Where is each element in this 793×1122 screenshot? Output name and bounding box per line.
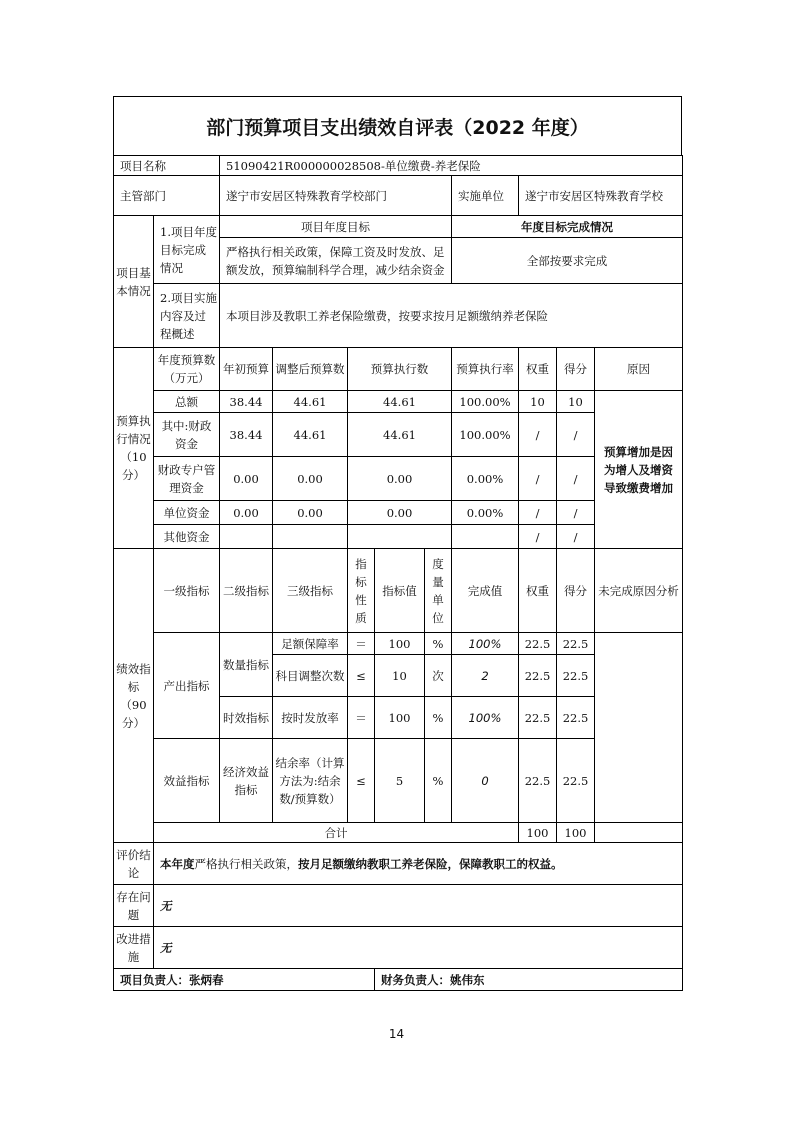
goal-text: 严格执行相关政策，保障工资及时发放、足额发放，预算编制科学合理，减少结余资金: [220, 238, 452, 284]
budget-weight: 10: [519, 391, 557, 413]
indicator-row: [114, 633, 683, 655]
budget-row: [114, 391, 683, 413]
goal-header: 项目年度目标: [220, 216, 452, 238]
budget-rate-header: 预算执行率: [452, 348, 519, 391]
budget-executed: 44.61: [348, 391, 452, 413]
budget-executed-header: 预算执行数: [348, 348, 452, 391]
budget-executed: [348, 525, 452, 549]
unfinished-reason-header: 未完成原因分析: [595, 549, 683, 633]
evaluation-sheet: [113, 96, 682, 991]
indicator-score: 22.5: [557, 697, 595, 739]
indicator-completed: 100%: [452, 697, 519, 739]
budget-adjusted: 44.61: [273, 391, 348, 413]
budget-row-label: 其他资金: [154, 525, 220, 549]
indicator-value: 5: [375, 739, 425, 823]
total-weight: 100: [519, 823, 557, 843]
budget-initial: 38.44: [220, 391, 273, 413]
level2-header: 二级指标: [220, 549, 273, 633]
budget-weight: /: [519, 457, 557, 501]
indicator-score: 22.5: [557, 739, 595, 823]
issues-text: 无: [154, 885, 683, 927]
indicator-completed: 0: [452, 739, 519, 823]
budget-initial: 0.00: [220, 457, 273, 501]
impl-unit-label: 实施单位: [452, 176, 519, 216]
indicator-score: 22.5: [557, 633, 595, 655]
indicator-unit: %: [425, 739, 452, 823]
budget-adjusted: 0.00: [273, 501, 348, 525]
budget-rate: 0.00%: [452, 457, 519, 501]
budget-weight: /: [519, 501, 557, 525]
budget-row-label: 其中:财政资金: [154, 413, 220, 457]
perf-weight-header: 权重: [519, 549, 557, 633]
total-reason: [595, 823, 683, 843]
basic-section-label: 项目基本情况: [114, 216, 154, 348]
benefit-indicator-label: 效益指标: [154, 739, 220, 823]
nature-header: 指标性质: [348, 549, 375, 633]
indicator-unit: %: [425, 633, 452, 655]
time-indicator-label: 时效指标: [220, 697, 273, 739]
indicator-nature: ＝: [348, 697, 375, 739]
project-name-value: 51090421R000000028508-单位缴费-养老保险: [220, 156, 683, 176]
indicator-value: 100: [375, 697, 425, 739]
level3-header: 三级指标: [273, 549, 348, 633]
indicator-score: 22.5: [557, 655, 595, 697]
indicator-completed: 100%: [452, 633, 519, 655]
form-title: 部门预算项目支出绩效自评表（2022 年度）: [113, 96, 682, 155]
content-text: 本项目涉及教职工养老保险缴费，按要求按月足额缴纳养老保险: [220, 284, 683, 348]
indicator-weight: 22.5: [519, 633, 557, 655]
indicator-completed: 2: [452, 655, 519, 697]
quantity-indicator-label: 数量指标: [220, 633, 273, 697]
indicator-weight: 22.5: [519, 697, 557, 739]
budget-rate: 100.00%: [452, 391, 519, 413]
indicator-name: 结余率（计算方法为:结余数/预算数）: [273, 739, 348, 823]
completion-text: 全部按要求完成: [452, 238, 683, 284]
indicator-weight: 22.5: [519, 655, 557, 697]
indicator-unit: %: [425, 697, 452, 739]
budget-initial: 38.44: [220, 413, 273, 457]
page-number: 14: [388, 1027, 405, 1041]
completed-header: 完成值: [452, 549, 519, 633]
perf-score-header: 得分: [557, 549, 595, 633]
indicator-weight: 22.5: [519, 739, 557, 823]
budget-weight: /: [519, 525, 557, 549]
indicator-name: 足额保障率: [273, 633, 348, 655]
indicator-value: 10: [375, 655, 425, 697]
budget-executed: 0.00: [348, 457, 452, 501]
budget-weight: /: [519, 413, 557, 457]
content-label: 2.项目实施内容及过程概述: [154, 284, 220, 348]
value-header: 指标值: [375, 549, 425, 633]
budget-adjusted: 44.61: [273, 413, 348, 457]
indicator-nature: ≤: [348, 655, 375, 697]
budget-rate: 0.00%: [452, 501, 519, 525]
budget-executed: 0.00: [348, 501, 452, 525]
budget-annual-header: 年度预算数（万元）: [154, 348, 220, 391]
budget-rate: 100.00%: [452, 413, 519, 457]
budget-rate: [452, 525, 519, 549]
budget-adjusted: 0.00: [273, 457, 348, 501]
impl-unit-value: 遂宁市安居区特殊教育学校: [519, 176, 683, 216]
unit-header: 度量单位: [425, 549, 452, 633]
completion-header: 年度目标完成情况: [452, 216, 683, 238]
conclusion-label: 评价结论: [114, 843, 154, 885]
indicator-nature: ≤: [348, 739, 375, 823]
indicator-name: 科目调整次数: [273, 655, 348, 697]
dept-value: 遂宁市安居区特殊教育学校部门: [220, 176, 452, 216]
performance-section-label: 绩效指标（90分）: [114, 549, 154, 843]
dept-label: 主管部门: [114, 176, 220, 216]
conclusion-text: [154, 843, 683, 885]
budget-section-label: 预算执行情况（10分）: [114, 348, 154, 549]
level1-header: 一级指标: [154, 549, 220, 633]
budget-row-label: 财政专户管理资金: [154, 457, 220, 501]
budget-score: /: [557, 525, 595, 549]
budget-adjusted-header: 调整后预算数: [273, 348, 348, 391]
economic-indicator-label: 经济效益指标: [220, 739, 273, 823]
total-label: 合计: [154, 823, 519, 843]
budget-score: /: [557, 501, 595, 525]
unfinished-reason: [595, 633, 683, 823]
measures-label: 改进措施: [114, 927, 154, 969]
total-score: 100: [557, 823, 595, 843]
budget-score: /: [557, 457, 595, 501]
indicator-value: 100: [375, 633, 425, 655]
budget-score-header: 得分: [557, 348, 595, 391]
evaluation-table: [113, 155, 683, 991]
conclusion-prefix: 本年度: [160, 856, 195, 871]
project-manager: 项目负责人：张炳春: [114, 969, 375, 991]
finance-manager: 财务负责人：姚伟东: [375, 969, 683, 991]
budget-weight-header: 权重: [519, 348, 557, 391]
budget-executed: 44.61: [348, 413, 452, 457]
budget-initial: 0.00: [220, 501, 273, 525]
indicator-unit: 次: [425, 655, 452, 697]
indicator-nature: ＝: [348, 633, 375, 655]
project-name-label: 项目名称: [114, 156, 220, 176]
budget-row-label: 总额: [154, 391, 220, 413]
budget-score: 10: [557, 391, 595, 413]
measures-text: 无: [154, 927, 683, 969]
indicator-name: 按时发放率: [273, 697, 348, 739]
conclusion-middle: 严格执行相关政策，: [194, 856, 298, 871]
output-indicator-label: 产出指标: [154, 633, 220, 739]
goal-label: 1.项目年度目标完成情况: [154, 216, 220, 284]
budget-reason-header: 原因: [595, 348, 683, 391]
issues-label: 存在问题: [114, 885, 154, 927]
budget-score: /: [557, 413, 595, 457]
budget-adjusted: [273, 525, 348, 549]
budget-row-label: 单位资金: [154, 501, 220, 525]
budget-initial: [220, 525, 273, 549]
budget-initial-header: 年初预算: [220, 348, 273, 391]
conclusion-suffix: 按月足额缴纳教职工养老保险，保障教职工的权益。: [298, 856, 563, 871]
budget-reason: 预算增加是因为增人及增资导致缴费增加: [595, 391, 683, 549]
